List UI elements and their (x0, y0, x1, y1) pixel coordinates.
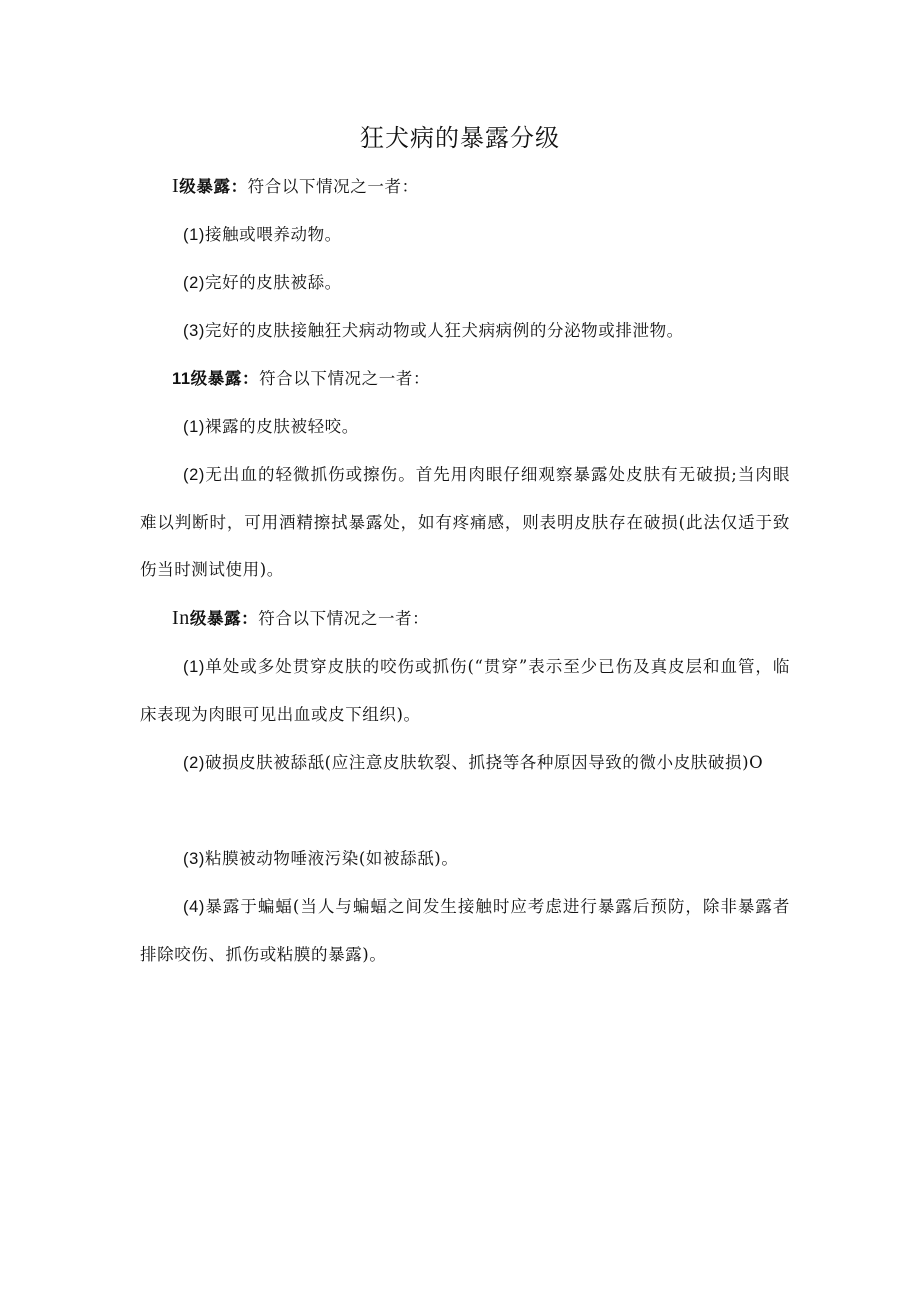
item-number: (1) (183, 226, 205, 244)
item-number: (3) (183, 850, 205, 868)
level2-roman: 11 (172, 370, 191, 388)
document-title: 狂犬病的暴露分级 (360, 124, 560, 152)
item-number: (2) (183, 274, 205, 292)
level3-item-3 (140, 835, 790, 883)
level2-item-2 (140, 451, 790, 593)
item-number: (3) (183, 322, 205, 340)
level3-desc: 符合以下情况之一者： (258, 609, 430, 628)
level3-item-1 (140, 643, 790, 738)
level2-item-1 (140, 403, 790, 451)
item-text: 破损皮肤被舔舐(应注意皮肤软裂、抓挠等各种原因导致的微小皮肤破损)O (204, 753, 764, 772)
item-text: 接触或喂养动物。 (204, 225, 342, 244)
level2-desc: 符合以下情况之一者： (259, 369, 431, 388)
level3-label: 级暴露： (189, 609, 259, 628)
item-text: 无出血的轻微抓伤或擦伤。首先用肉眼仔细观察暴露处皮肤有无破损;当肉眼难以判断时，可用酒精擦拭暴露处，如有疼痛感，则表明皮肤存在破损(此法仅适于致伤当时测试使用)。 (140, 465, 790, 579)
level3-item-2 (140, 739, 790, 787)
item-text: 裸露的皮肤被轻咬。 (204, 417, 359, 436)
item-number: (1) (183, 658, 205, 676)
level1-item-2 (140, 259, 790, 307)
level1-item-1 (140, 211, 790, 259)
item-number: (2) (183, 754, 205, 772)
level3-heading (140, 595, 790, 642)
level2-heading (140, 355, 790, 403)
item-number: (4) (183, 898, 205, 916)
item-text: 粘膜被动物唾液污染(如被舔舐)。 (204, 849, 459, 868)
level3-roman: In (172, 607, 190, 629)
level1-label: 级暴露： (179, 177, 248, 196)
item-number: (2) (183, 466, 205, 484)
level2-label: 级暴露： (190, 369, 260, 388)
level1-item-3 (140, 307, 790, 355)
level1-roman: I (172, 175, 180, 197)
level1-heading (140, 163, 790, 210)
item-text: 暴露于蝙蝠(当人与蝙蝠之间发生接触时应考虑进行暴露后预防，除非暴露者排除咬伤、抓伤或粘膜的暴露)。 (140, 897, 790, 964)
item-text: 完好的皮肤被舔。 (204, 273, 342, 292)
item-text: 完好的皮肤接触狂犬病动物或人狂犬病病例的分泌物或排泄物。 (204, 321, 684, 340)
level1-desc: 符合以下情况之一者： (247, 177, 419, 196)
level3-item-4 (140, 883, 790, 978)
item-number: (1) (183, 418, 205, 436)
item-text: 单处或多处贯穿皮肤的咬伤或抓伤(“贯穿”表示至少已伤及真皮层和血管，临床表现为肉眼可见出血或皮下组织)。 (140, 657, 790, 724)
